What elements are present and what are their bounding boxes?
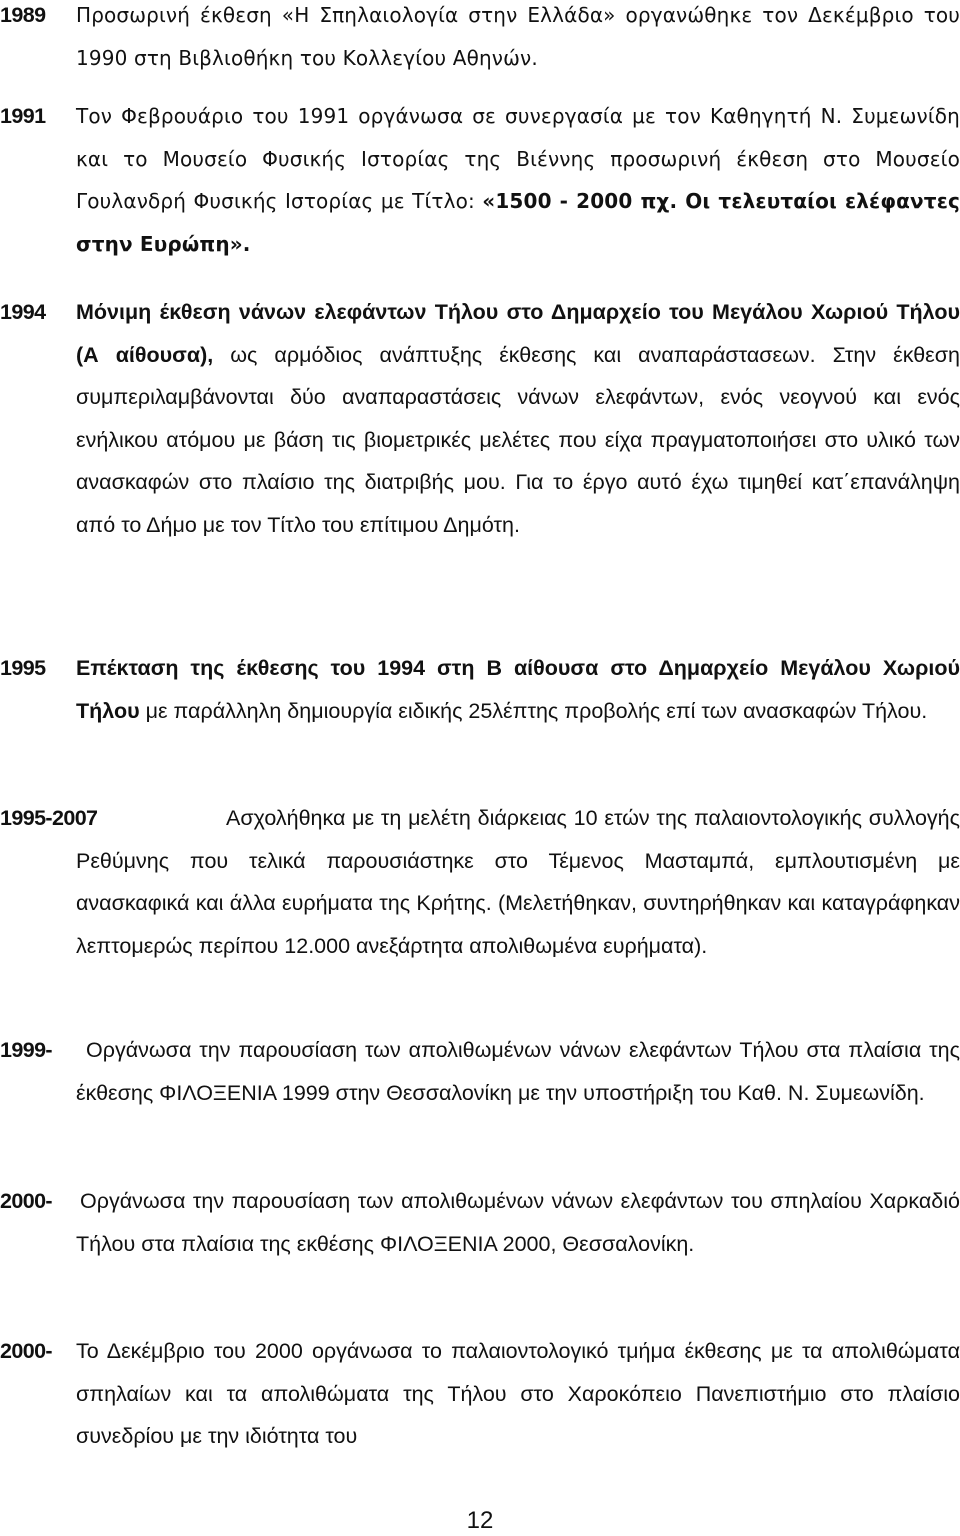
- entry-year: 1994: [0, 300, 46, 324]
- entry-1994: [0, 291, 960, 546]
- entry-text-bold: Μόνιμη έκθεση νάνων ελεφάντων Τήλου στο Δημαρχείο του Μεγάλου Χωριού Τήλου (Α αίθουσα),: [76, 300, 960, 367]
- entry-year: 1995: [0, 656, 46, 680]
- entry-text-part: Προσωρινή έκθεση «Η Σπηλαιολογία στην Ελλάδα» οργανώθηκε τον Δεκέμβριο του 1990 στη Βιβλιοθήκη του Κολλεγίου Αθηνών.: [76, 3, 960, 70]
- page-number: 12: [466, 1507, 494, 1534]
- entry-1995: [0, 647, 960, 732]
- entry-year: 1991: [0, 104, 46, 128]
- entry-2000-second: [0, 1330, 960, 1458]
- entry-text-part: Οργάνωσα την παρουσίαση των απολιθωμένων νάνων ελεφάντων του σπηλαίου Χαρκαδιό Τήλου στα πλαίσια της εκθέσης ΦΙΛΟΞΕΝΙΑ 2000, Θεσσαλονίκη.: [76, 1189, 960, 1256]
- entry-2000-first: [0, 1180, 960, 1265]
- entry-1991: [0, 95, 960, 265]
- entry-text: [76, 95, 960, 265]
- entry-text: [76, 1330, 960, 1458]
- entry-text: [76, 1029, 960, 1114]
- entry-text: [76, 1180, 960, 1265]
- entry-year: 1999-: [0, 1038, 52, 1062]
- entry-year: 1989: [0, 3, 46, 27]
- entry-1999: [0, 1029, 960, 1114]
- entry-text-part: ως αρμόδιος ανάπτυξης έκθεσης και αναπαράστασεων. Στην έκθεση συμπεριλαμβάνονται δύο αναπαραστάσεις νάνων ελεφάντων, ενός νεογνού και ενός ενήλικου ατόμου με βάση τις βιομετρικές μελέτες που είχα πραγματοποιήσει στο υλικό των ανασκαφών στο πλαίσιο της διατριβής μου. Για το έργο αυτό έχω τιμηθεί κατ΄επανάληψη από το Δήμο με τον Τίτλο του επίτιμου Δημότη.: [76, 342, 960, 537]
- entry-year: 2000-: [0, 1189, 52, 1213]
- entry-text-part: Ασχολήθηκα με τη μελέτη διάρκειας 10 ετών της παλαιοντολογικής συλλογής Ρεθύμνης που τελικά παρουσιάστηκε στο Τέμενος Μασταμπά, εμπλουτισμένη με ανασκαφικά και άλλα ευρήματα της Κρήτης. (Μελετήθηκαν, συντηρήθηκαν και καταγράφηκαν λεπτομερώς περίπου 12.000 ανεξάρτητα απολιθωμένα ευρήματα).: [76, 806, 960, 958]
- entry-text: [76, 291, 960, 546]
- entry-text-part: Οργάνωσα την παρουσίαση των απολιθωμένων νάνων ελεφάντων Τήλου στα πλαίσια της έκθεσης ΦΙΛΟΞΕΝΙΑ 1999 στην Θεσσαλονίκη με την υποστήριξη του Καθ. Ν. Συμεωνίδη.: [76, 1038, 960, 1105]
- entry-text-part: Το Δεκέμβριο του 2000 οργάνωσα το παλαιοντολογικό τμήμα έκθεσης με τα απολιθώματα σπηλαίων και τα απολιθώματα της Τήλου στο Χαροκόπειο Πανεπιστήμιο στο πλαίσιο συνεδρίου με την ιδιότητα του: [76, 1339, 960, 1448]
- entry-year: 1995-2007: [0, 806, 98, 830]
- entry-text: [76, 797, 960, 967]
- entry-year: 2000-: [0, 1339, 52, 1363]
- exhibition-title: «1500 - 2000 πχ. Οι τελευταίοι ελέφαντες στην Ευρώπη».: [76, 189, 960, 256]
- entry-text: [76, 0, 960, 79]
- entry-text-part: με παράλληλη δημιουργία ειδικής 25λέπτης προβολής επί των ανασκαφών Τήλου.: [139, 698, 928, 723]
- entry-text: [76, 647, 960, 732]
- entry-text-part: Τον Φεβρουάριο του 1991 οργάνωσα σε συνεργασία με τον Καθηγητή Ν. Συμεωνίδη και το Μουσείο Φυσικής Ιστορίας της Βιέννης προσωρινή έκθεση στο Μουσείο Γουλανδρή Φυσικής Ιστορίας με Τίτλο:: [76, 104, 960, 213]
- entry-1989: [0, 0, 960, 79]
- entry-1995-2007: [0, 797, 960, 967]
- entry-text-bold: Επέκταση της έκθεσης του 1994 στη Β αίθουσα στο Δημαρχείο Μεγάλου Χωριού Τήλου: [76, 656, 960, 723]
